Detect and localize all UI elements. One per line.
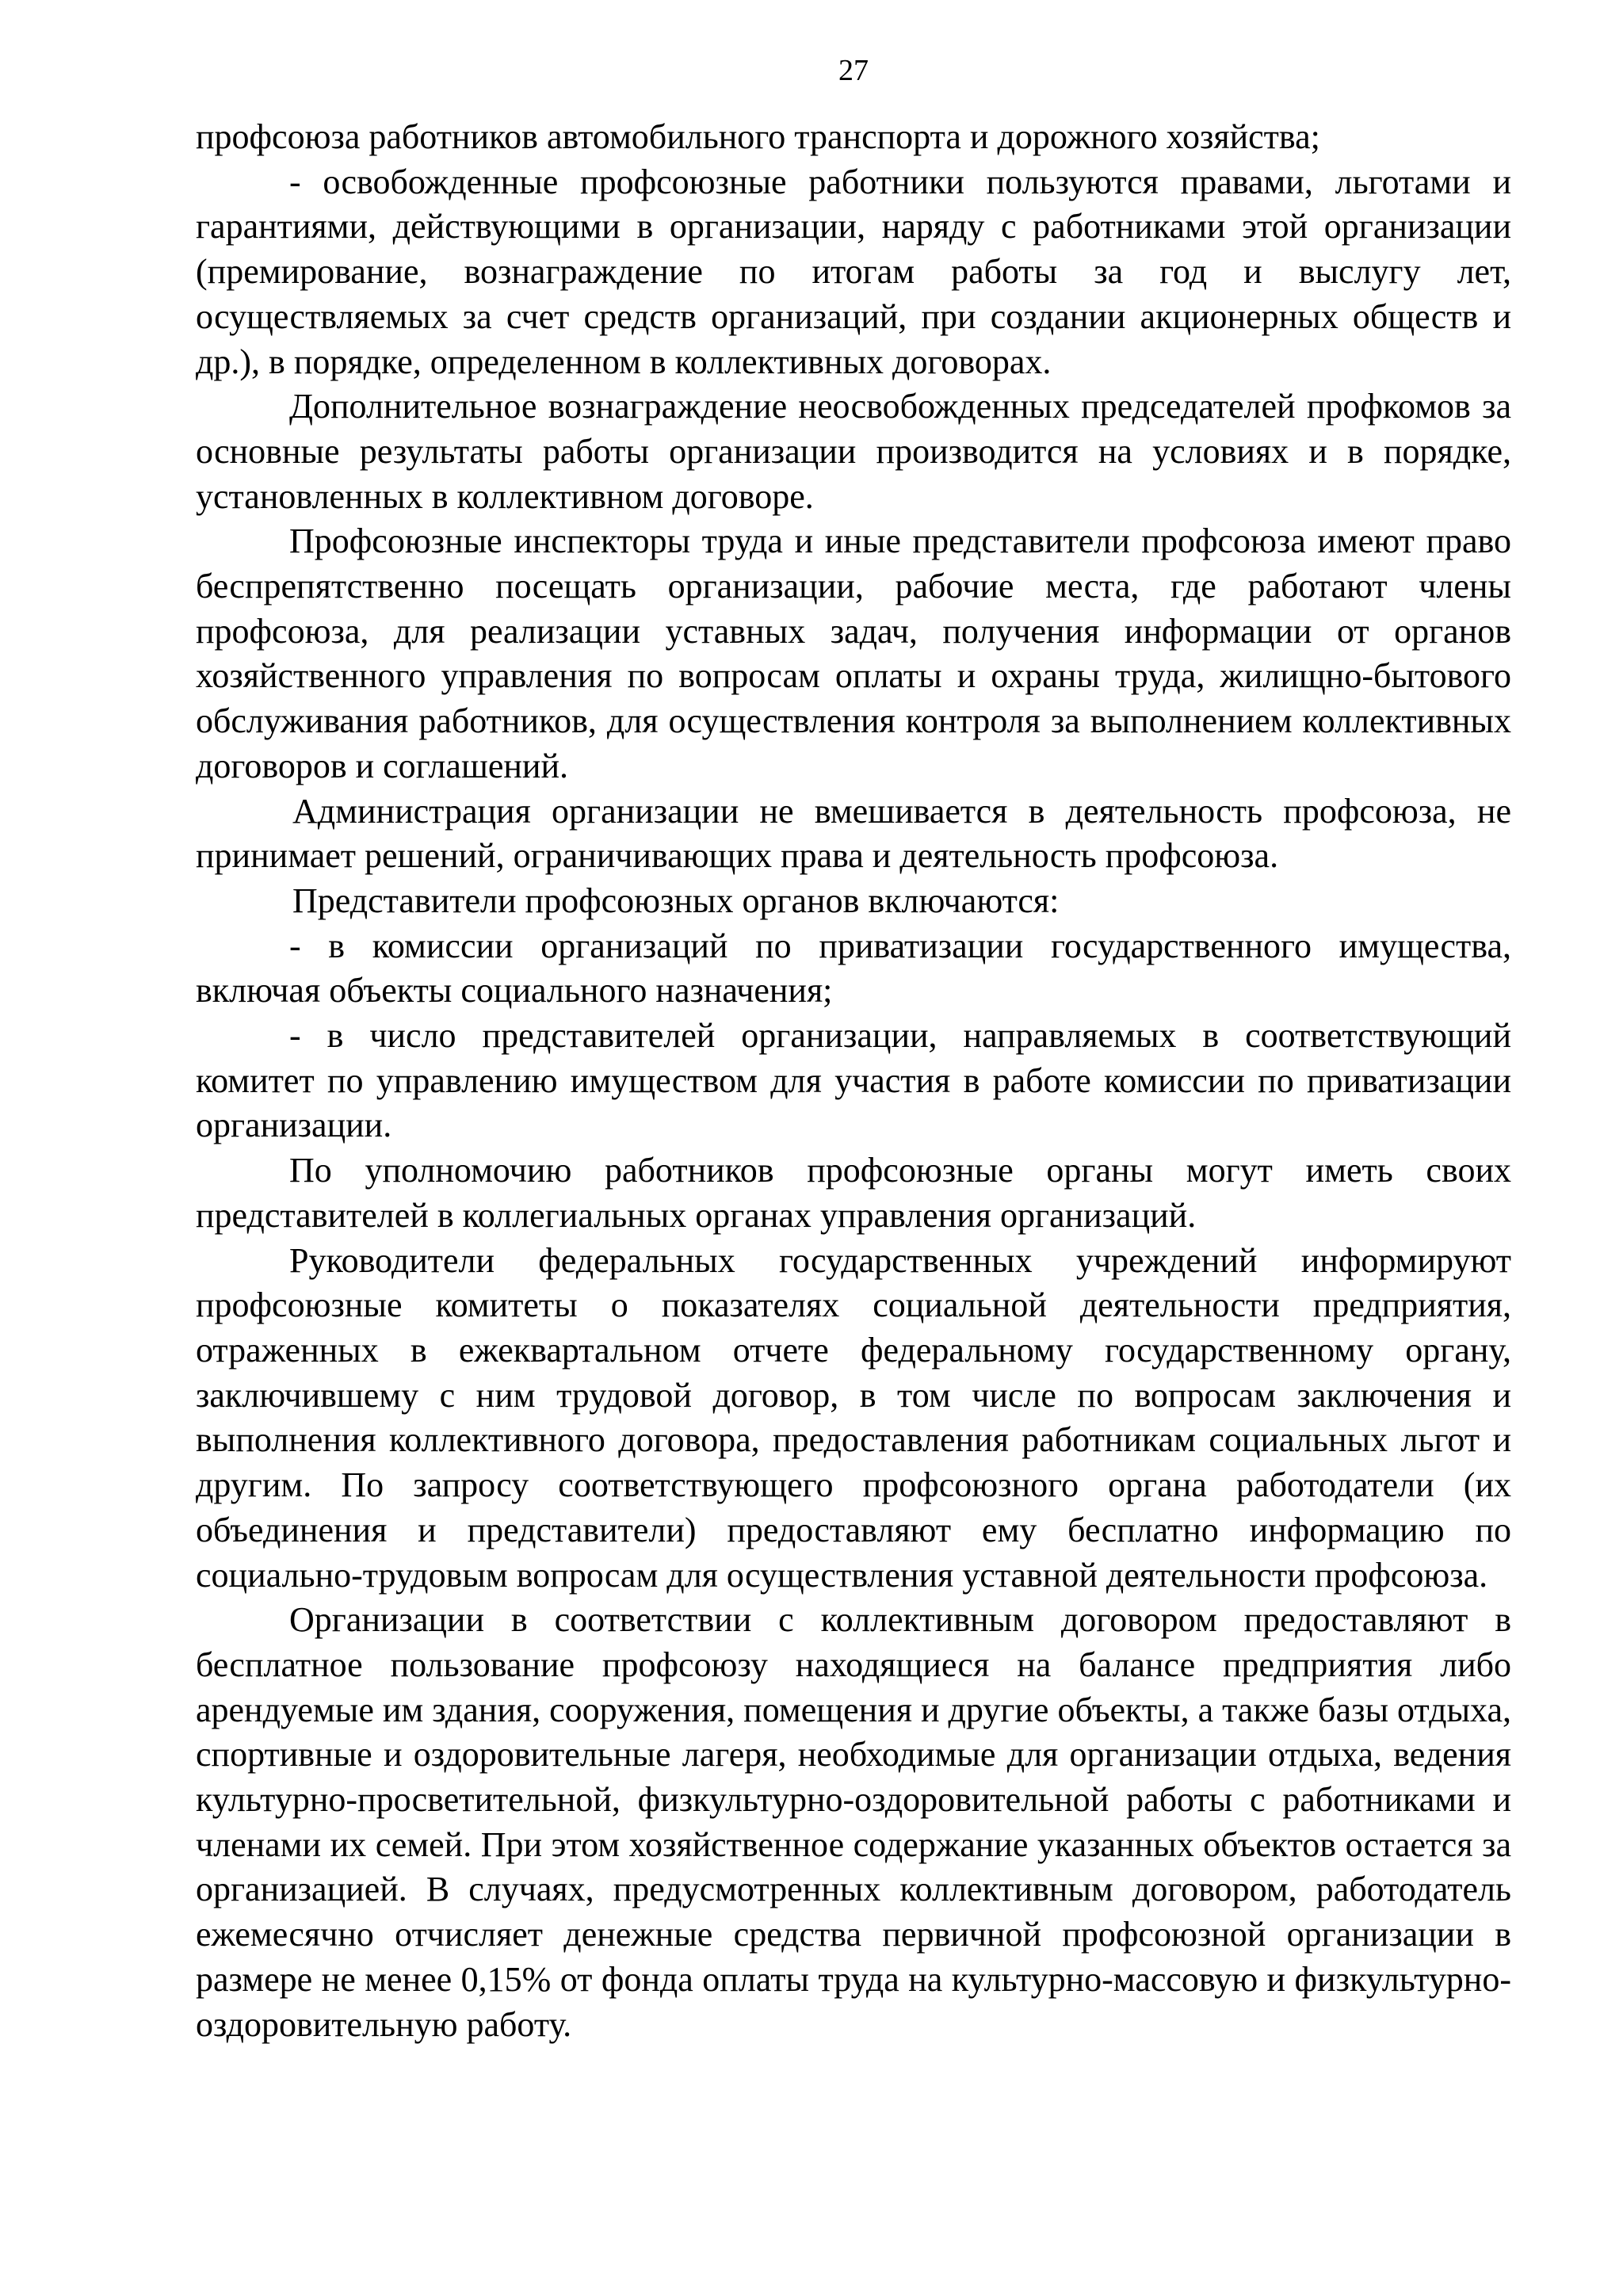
paragraph-continuation: профсоюза работников автомобильного транспорта и дорожного хозяйства; bbox=[196, 117, 1320, 156]
paragraph-federal-institutions: Руководители федеральных государственных учреждений информируют профсоюзные комитеты о показателях социальной деятельности предприятия, отраженных в ежеквартальном отчете федеральному государственному органу, заключившему с ним трудовой договор, в том числе по вопросам заключения и выполнения коллективного договора, предоставления работникам социальных льгот и другим. По запросу соответствующего профсоюзного органа работодатели (их объединения и представители) предоставляют ему бесплатно информацию по социально-трудовым вопросам для осуществления уставной деятельности профсоюза. bbox=[196, 1240, 1511, 1595]
paragraph-property-committee: - в число представителей организации, направляемых в соответствующий комитет по управлению имуществом для участия в работе комиссии по приватизации организации. bbox=[196, 1016, 1511, 1145]
paragraph-administration: Администрация организации не вмешивается в деятельность профсоюза, не принимает решений, ограничивающих права и деятельность профсоюза. bbox=[196, 791, 1511, 876]
paragraph-labor-inspectors: Профсоюзные инспекторы труда и иные представители профсоюза имеют право беспрепятственно посещать организации, рабочие места, где работают члены профсоюза, для реализации уставных задач, получения информации от органов хозяйственного управления по вопросам оплаты и охраны труда, жилищно-бытового обслуживания работников, для осуществления контроля за выполнением коллективных договоров и соглашений. bbox=[196, 521, 1511, 785]
paragraph-additional-reward: Дополнительное вознаграждение неосвобожденных председателей профкомов за основные результаты работы организации производится на условиях и в порядке, установленных в коллективном договоре. bbox=[196, 387, 1511, 516]
paragraph-free-use-facilities: Организации в соответствии с коллективным договором предоставляют в бесплатное пользование профсоюзу находящиеся на балансе предприятия либо арендуемые им здания, сооружения, помещения и другие объекты, а также базы отдыха, спортивные и оздоровительные лагеря, необходимые для организации отдыха, ведения культурно-просветительной, физкультурно-оздоровительной работы с работниками и членами их семей. При этом хозяйственное содержание указанных объектов остается за организацией. В случаях, предусмотренных коллективным договором, работодатель ежемесячно отчисляет денежные средства первичной профсоюзной организации в размере не менее 0,15% от фонда оплаты труда на культурно-массовую и физкультурно-оздоровительную работу. bbox=[196, 1600, 1511, 2044]
document-body bbox=[196, 115, 1511, 2047]
paragraph-privatization-commissions: - в комиссии организаций по приватизации государственного имущества, включая объекты социального назначения; bbox=[196, 926, 1511, 1010]
page-number: 27 bbox=[838, 54, 869, 87]
paragraph-released-workers: - освобожденные профсоюзные работники пользуются правами, льготами и гарантиями, действующими в организации, наряду с работниками этой организации (премирование, вознаграждение по итогам работы за год и выслугу лет, осуществляемых за счет средств организаций, при создании акционерных обществ и др.), в порядке, определенном в коллективных договорах. bbox=[196, 162, 1511, 381]
paragraph-representatives: Представители профсоюзных органов включаются: bbox=[292, 881, 1060, 920]
paragraph-collegial-bodies: По уполномочию работников профсоюзные органы могут иметь своих представителей в коллегиальных органах управления организаций. bbox=[196, 1151, 1511, 1235]
